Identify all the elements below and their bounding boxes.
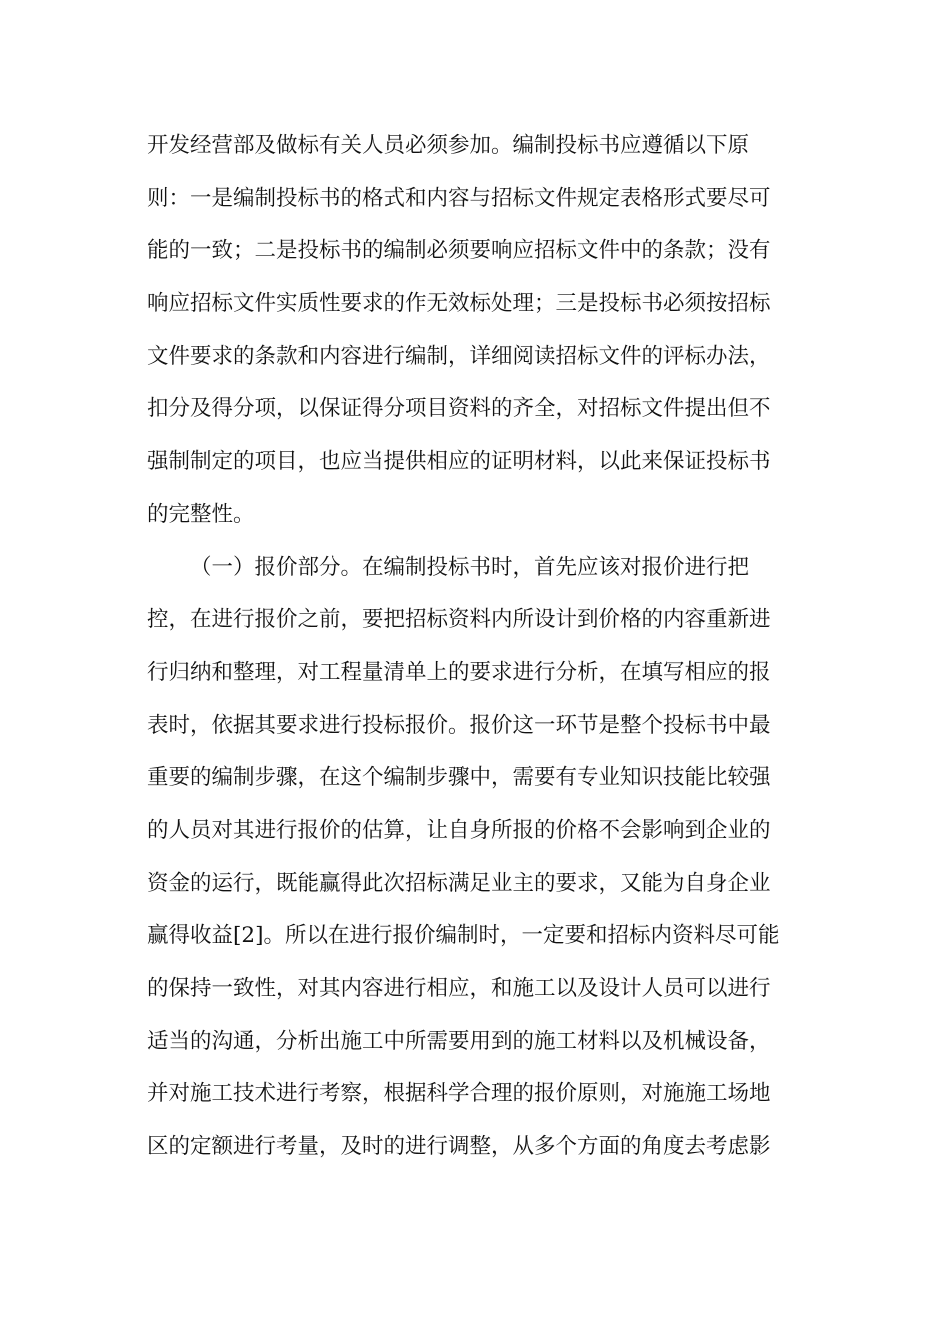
text-line: 控，在进行报价之前，要把招标资料内所设计到价格的内容重新进 [147,607,771,633]
paragraph-heading-line: （一）报价部分。在编制投标书时，首先应该对报价进行把 [190,554,750,580]
text-line: 扣分及得分项，以保证得分项目资料的齐全，对招标文件提出但不 [147,396,771,422]
text-line: 文件要求的条款和内容进行编制，详细阅读招标文件的评标办法， [147,343,771,369]
text-line: 区的定额进行考量，及时的进行调整，从多个方面的角度去考虑影 [147,1134,771,1160]
text-line: 资金的运行，既能赢得此次招标满足业主的要求，又能为自身企业 [147,870,771,896]
text-line: 行归纳和整理，对工程量清单上的要求进行分析，在填写相应的报 [147,659,771,685]
text-line: 表时，依据其要求进行投标报价。报价这一环节是整个投标书中最 [147,712,771,738]
text-line: 赢得收益[2]。所以在进行报价编制时，一定要和招标内资料尽可能 [147,923,780,949]
text-line: 强制制定的项目，也应当提供相应的证明材料，以此来保证投标书 [147,449,771,475]
text-line: 响应招标文件实质性要求的作无效标处理；三是投标书必须按招标 [147,291,771,317]
text-line: 并对施工技术进行考察，根据科学合理的报价原则，对施施工场地 [147,1081,771,1107]
text-line: 能的一致；二是投标书的编制必须要响应招标文件中的条款；没有 [147,238,771,264]
body-text [147,120,807,1174]
text-line: 适当的沟通，分析出施工中所需要用到的施工材料以及机械设备， [147,1028,771,1054]
text-line: 的人员对其进行报价的估算，让自身所报的价格不会影响到企业的 [147,817,771,843]
text-line: 开发经营部及做标有关人员必须参加。编制投标书应遵循以下原 [147,133,750,158]
text-line: 的保持一致性，对其内容进行相应，和施工以及设计人员可以进行 [147,976,771,1001]
text-line: 的完整性。 [147,501,255,527]
text-line: 则：一是编制投标书的格式和内容与招标文件规定表格形式要尽可 [147,185,771,211]
text-line: 重要的编制步骤，在这个编制步骤中，需要有专业知识技能比较强 [147,765,771,791]
